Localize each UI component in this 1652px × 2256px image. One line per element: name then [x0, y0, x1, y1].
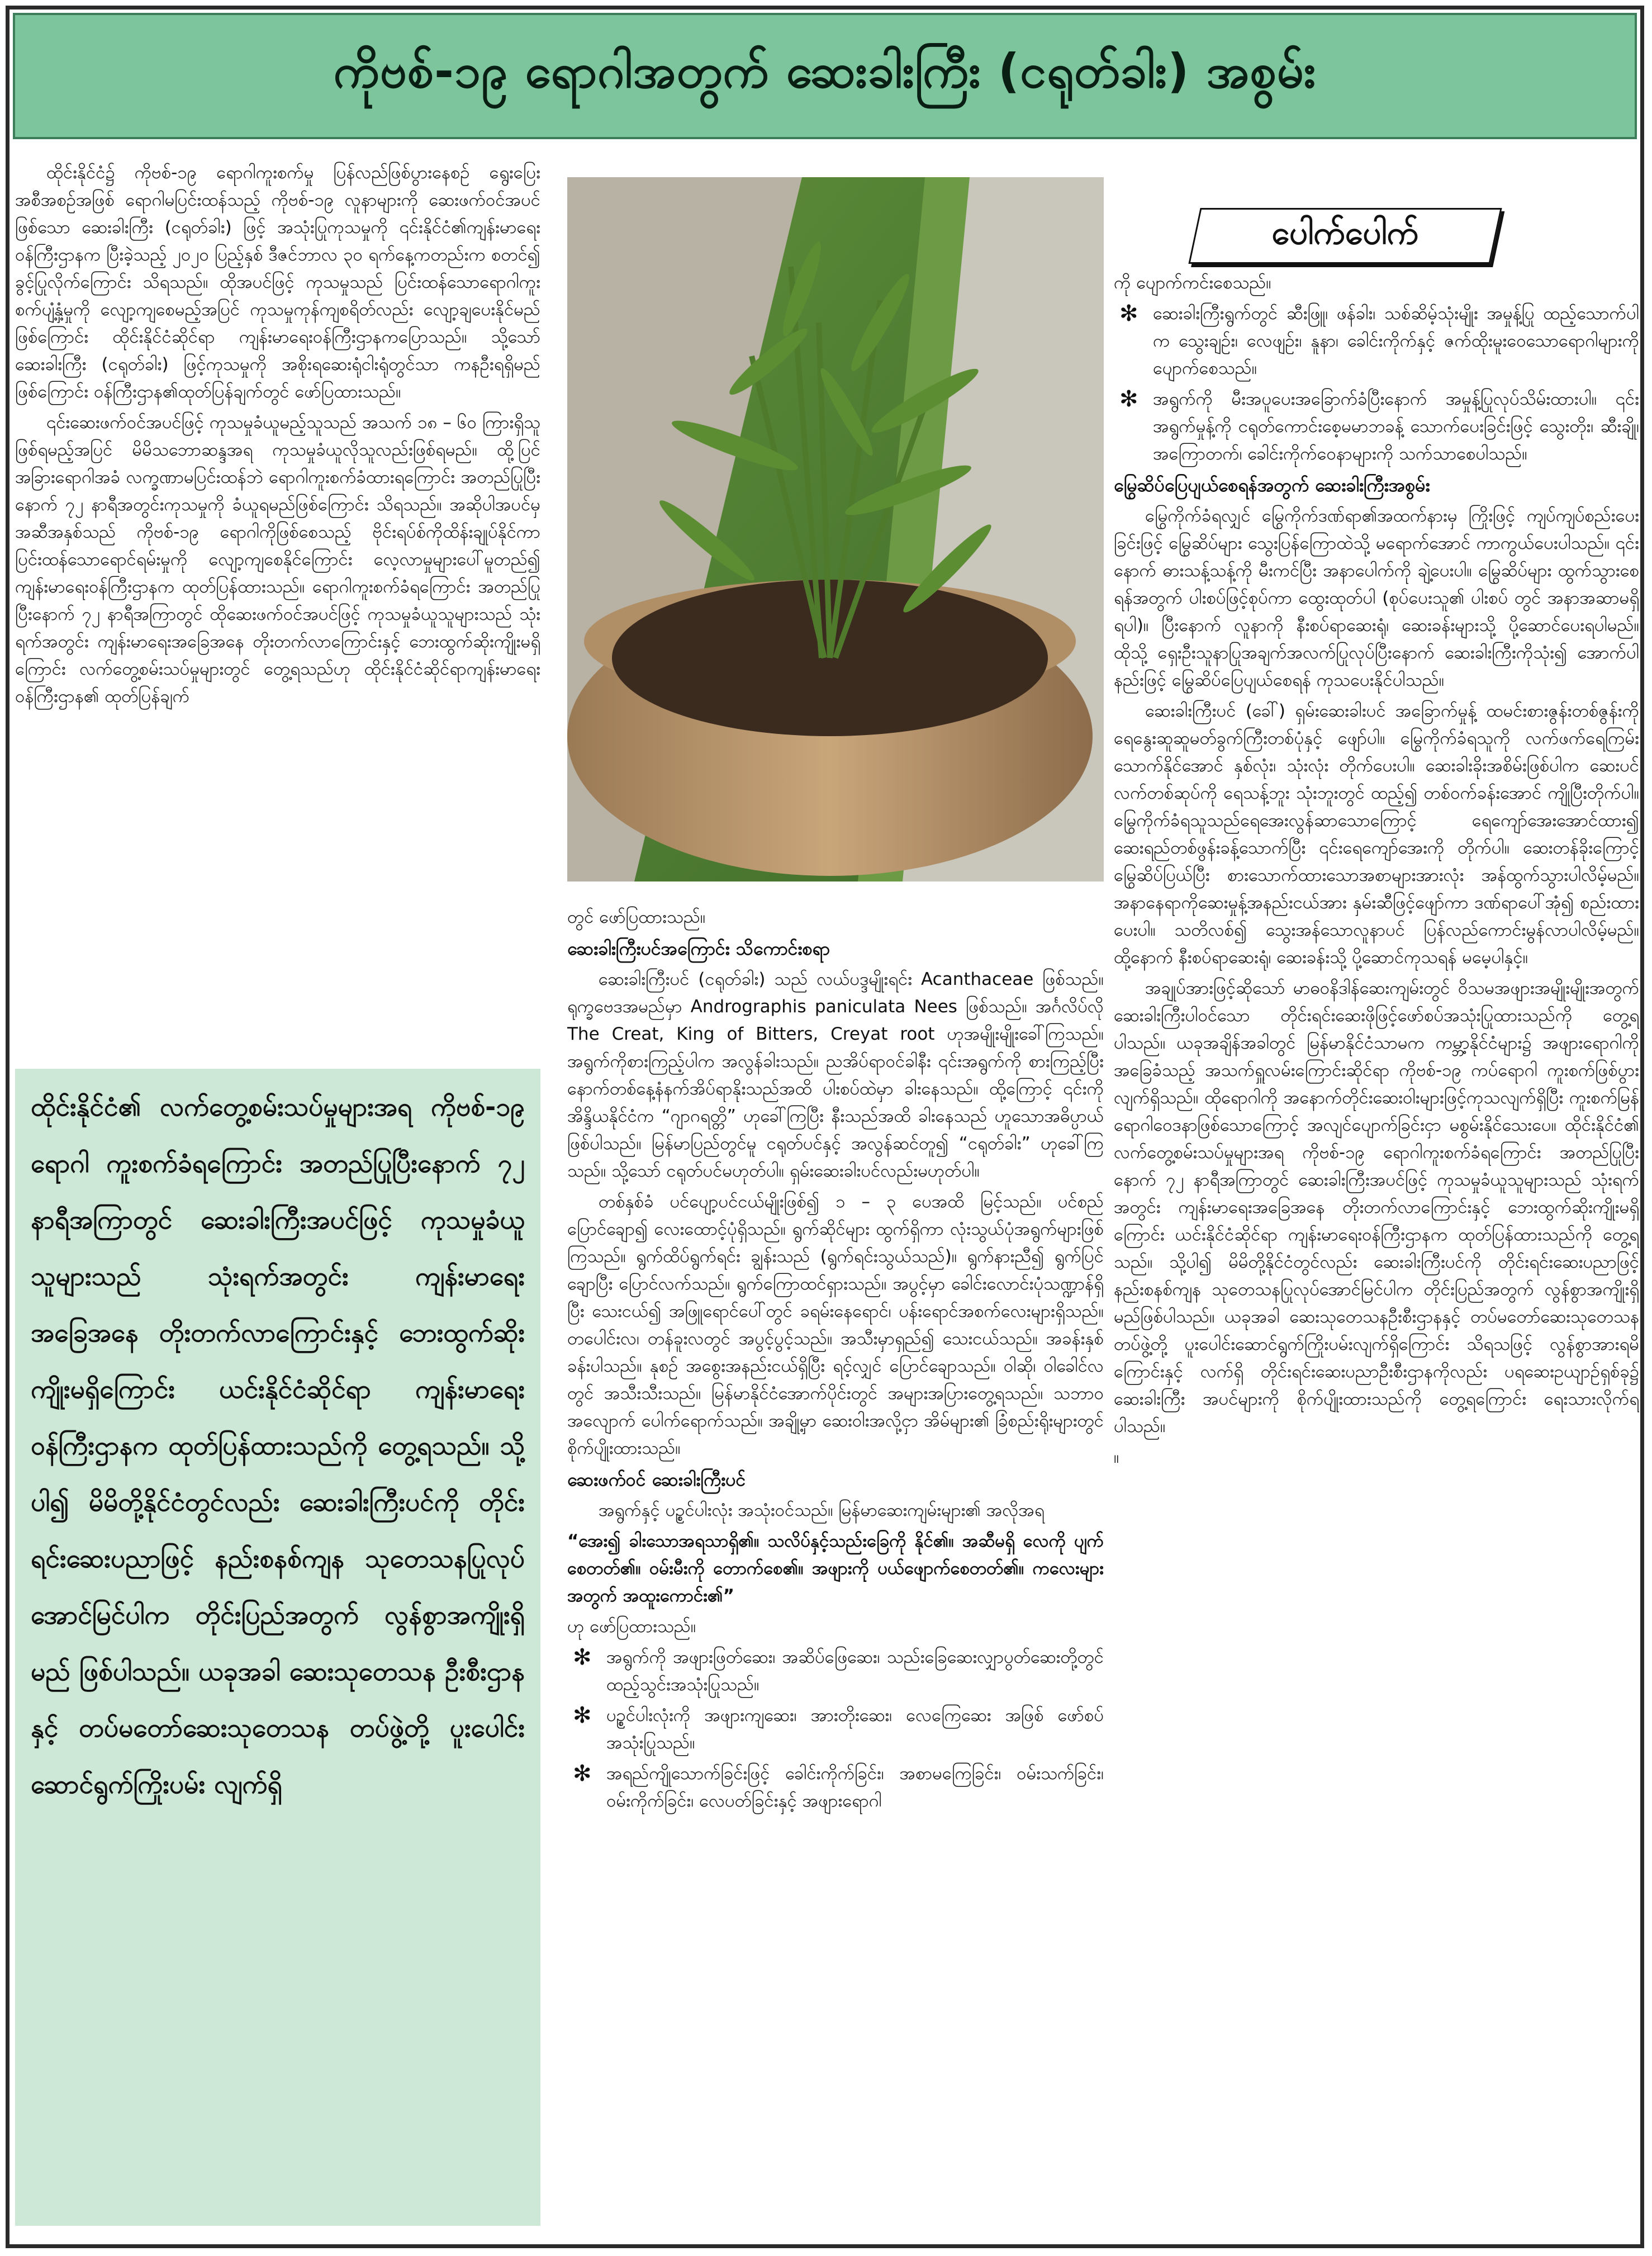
section-heading: ဆေးခါးကြီးပင်အကြောင်း သိကောင်းစရာ	[567, 938, 830, 959]
body-paragraph: အရွက်နှင့် ပဉ္စင်ပါးလုံး အသုံးဝင်သည်။ မြန်မာဆေးကျမ်းများ၏ အလိုအရ	[599, 1500, 1045, 1520]
body-paragraph: ဆေးခါးကြီးပင် (ခေါ်) ရှမ်းဆေးခါးပင် အခြောက်မှုန့် ထမင်းစားဇွန်းတစ်ဇွန်းကို ရေနွေးဆူဆူမတ်ခွက်ကြီးတစ်ပုံနှင့် ဖျော်ပါ။ မြွေကိုက်ခံရသူကို လက်ဖက်ရေကြမ်းသောက်နိုင်အောင် နှစ်လုံး၊ သုံးလုံး တိုက်ပေးပါ။ ဆေးခါးခိုးအစိမ်းဖြစ်ပါက ဆေးပင်လက်တစ်ဆုပ်ကို ရေသန့်ဘူး သုံးဘူးတွင် ထည့်၍ တစ်ဝက်ခန်းအောင် ကျိုပြီးတိုက်ပါ။ မြွေကိုက်ခံရသူသည်ရေအေးလွန်ဆာသောကြောင့် ရေကျော်အေးအောင်ထား၍ ဆေးရည်တစ်ဖွန်းခန့်သောက်ပြီး ၎င်းရေကျော်အေးကို တိုက်ပါ။ ဆေးတန်ခိုးကြောင့် မြွေဆိပ်ပြယ်ပြီး စားသောက်ထားသောအစာများအားလုံး အန်ထွက်သွားပါလိမ့်မည်။ အနာနေရာကိုဆေးမှုန့်အနည်းငယ်အား နှမ်းဆီဖြင့်ဖျော်ကာ ဒဏ်ရာပေါ်အုံ၍ စည်းထားပေးပါ။ သတိလစ်၍ သွေးအန်သောလူနာပင် ပြန်လည်ကောင်းမွန်လာပါလိမ့်မည်။ ထို့နောက် နီးစပ်ရာဆေးရုံ၊ ဆေးခန်းသို့ ပို့ဆောင်ကုသရန် မမေ့ပါနှင့်။	[1114, 701, 1639, 968]
asterisk-icon: ✻	[1119, 301, 1138, 326]
end-mark: ။	[1114, 1447, 1119, 1467]
list-item	[567, 1702, 1104, 1757]
body-paragraph: အချုပ်အားဖြင့်ဆိုသော် မာဓဝနိဒါန်ဆေးကျမ်းတွင် ဝိသမအဖျားအမျိုးမျိုးအတွက် ဆေးခါးကြီးပါဝင်သော တိုင်းရင်းဆေးဖိုဖြင့်ဖော်စပ်အသုံးပြုထားသည်ကို တွေ့ရပါသည်။ ယခုအချိန်အခါတွင် မြန်မာနိုင်ငံသာမက ကမ္ဘာ့နိုင်ငံများ၌ အဖျားရောဂါကို အခြေခံသည့် အသက်ရှူလမ်းကြောင်းဆိုင်ရာ ကိုဗစ်-၁၉ ကပ်ရောဂါ ကူးစက်ဖြစ်ပွားလျက်ရှိသည်။ ထိုရောဂါကို အနောက်တိုင်းဆေးဝါးများဖြင့်ကုသလျက်ရှိပြီး ကူးစက်မြန်ရောဂါဝေဒနာဖြစ်သောကြောင့် အလျင်ပျောက်ခြင်းငှာ မစွမ်းနိုင်သေးပေ။ ထိုင်းနိုင်ငံ၏ လက်တွေ့စမ်းသပ်မှုများအရ ကိုဗစ်-၁၉ ရောဂါကူးစက်ခံရကြောင်း အတည်ပြုပြီးနောက် ၇၂ နာရီအကြာတွင် ဆေးခါးကြီးအပင်ဖြင့် ကုသမှုခံယူသူများသည် သုံးရက်အတွင်း ကျန်းမာရေးအခြေအနေ တိုးတက်လာကြောင်းနှင့် ဘေးထွက်ဆိုးကျိုးမရှိကြောင်း ယင်းနိုင်ငံဆိုင်ရာ ကျန်းမာရေးဝန်ကြီးဌာနက ထုတ်ပြန်ထားသည်ကို တွေ့ရသည်။ သို့ပါ၍ မိမိတို့နိုင်ငံတွင်လည်း ဆေးခါးကြီးပင်ကို တိုင်းရင်းဆေးပညာဖြင့် နည်းစနစ်ကျန သုတေသနပြုလုပ်အောင်မြင်ပါက တိုင်းပြည်အတွက် လွန်စွာအကျိုးရှိမည်ဖြစ်ပါသည်။ ယခုအခါ ဆေးသုတေသနဦးစီးဌာနနှင့် တပ်မတော်ဆေးသုတေသနတပ်ဖွဲ့တို့ ပူးပေါင်းဆောင်ရွက်ကြိုးပမ်းလျက်ရှိကြောင်း သိရသဖြင့် လွန်စွာအားရမိကြောင်းနှင့် လက်ရှိ တိုင်းရင်းဆေးပညာဦးစီးဌာနကိုလည်း ပရဆေးဥယျာဉ်ရှစ်ခု၌ ဆေးခါးကြီး အပင်များကို စိုက်ပျိုးထားသည်ကို တွေ့ရကြောင်း ရေးသားလိုက်ရပါသည်။	[1114, 978, 1639, 1437]
list-item	[567, 1760, 1104, 1815]
asterisk-icon: ✻	[573, 1761, 592, 1786]
potted-plant-image	[567, 177, 1104, 881]
list-item-text: အရွက်ကို မီးအပူပေးအခြောက်ခံပြီးနောက် အမှုန့်ပြုလုပ်သိမ်းထားပါ။ ၎င်းအရွက်မှုန့်ကို ငရုတ်ကောင်းစေ့မမာဘခန့် သောက်ပေးခြင်းဖြင့် သွေးတိုး၊ ဆီးချို၊ အကြောတက်၊ ခေါင်းကိုက်ဝေနာများကို သက်သာစေပါသည်။	[1153, 389, 1639, 464]
section-heading: မြွေဆိပ်ပြေပျယ်စေရန်အတွက် ဆေးခါးကြီးအစွမ်း	[1114, 475, 1430, 496]
highlight-callout	[15, 1069, 540, 2226]
list-item	[1114, 386, 1639, 468]
author-name: ပေါက်ပေါက်	[1271, 213, 1419, 252]
quote-text: “အေး၍ ခါးသောအရသာရှိ၏။ သလိပ်နှင့်သည်းခြေကို နိုင်၏။ အဆီမရှိ လေကို ပျက်စေတတ်၏။ ဝမ်းမီးကို တောက်စေ၏။ အဖျားကို ပယ်ဖျောက်စေတတ်၏။ ကလေးများအတွက် အထူးကောင်း၏”	[567, 1531, 1104, 1606]
body-paragraph: ဆေးခါးကြီးပင် (ငရုတ်ခါး) သည် လယ်ပဒ္ဒမျိုးရင်း Acanthaceae ဖြစ်သည်။ ရုက္ခဗေဒအမည်မှာ Andrographis paniculata Nees ဖြစ်သည်။ အင်္ဂလိပ်လို The Creat, King of Bitters, Creyat root ဟုအမျိုးမျိုးခေါ်ကြသည်။ အရွက်ကိုစားကြည့်ပါက အလွန်ခါးသည်။ ညအိပ်ရာဝင်ခါနီး ၎င်းအရွက်ကို စားကြည့်ပြီး နောက်တစ်နေ့နံနက်အိပ်ရာနိုးသည်အထိ ပါးစပ်ထဲမှာ ခါးနေသည်။ ထို့ကြောင့် ၎င်းကို အိန္ဒိယနိုင်ငံက “ဂျာဂရတ္တိ” ဟုခေါ်ကြပြီး နီးသည်အထိ ခါးနေသည် ဟူသောအဓိပ္ပာယ်ဖြစ်ပါသည်။ မြန်မာပြည်တွင်မူ ငရုတ်ပင်နှင့် အလွန်ဆင်တူ၍ “ငရုတ်ခါး” ဟုခေါ်ကြသည်။ သို့သော် ငရုတ်ပင်မဟုတ်ပါ။ ရှမ်းဆေးခါးပင်လည်းမဟုတ်ပါ။	[567, 969, 1104, 1181]
list-item-text: အရည်ကျိုသောက်ခြင်းဖြင့် ခေါင်းကိုက်ခြင်း၊ အစာမကြေခြင်း၊ ဝမ်းသက်ခြင်း၊ ဝမ်းကိုက်ခြင်း၊ လေပတ်ခြင်းနှင့် အဖျားရောဂါ	[606, 1764, 1104, 1811]
body-paragraph: ကို ပျောက်ကင်းစေသည်။	[1114, 273, 1271, 293]
plant-photo	[567, 177, 1104, 881]
article-page	[6, 6, 1644, 2248]
column-2	[567, 904, 1104, 2229]
author-heading	[1194, 208, 1496, 267]
body-paragraph: မြွေကိုက်ခံရလျှင် မြွေကိုက်ဒဏ်ရာ၏အထက်နားမှ ကြိုးဖြင့် ကျပ်ကျပ်စည်းပေးခြင်းဖြင့် မြွေဆိပ်များ သွေးပြန်ကြောထဲသို့ မရောက်အောင် ကာကွယ်ပေးပါသည်။ ၎င်းနောက် ဓားသန့်သန့်ကို မီးကင်ပြီး အနာပေါက်ကို ချဲ့ပေးပါ။ မြွေဆိပ်များ ထွက်သွားစေရန်အတွက် ပါးစပ်ဖြင့်စုပ်ကာ ထွေးထုတ်ပါ (စုပ်ပေးသူ၏ ပါးစပ် တွင် အနာအဆာမရှိရပါ)။ ပြီးနောက် လူနာကို နီးစပ်ရာဆေးရုံ၊ ဆေးခန်းများသို့ ပို့ဆောင်ပေးရပါမည်။ ထိုသို့ ရှေးဦးသူနာပြုအချက်အလက်ပြုလုပ်ပြီးနောက် ဆေးခါးကြီးကိုသုံး၍ အောက်ပါနည်းဖြင့် မြွေဆိပ်ပြေပျယ်စေရန် ကုသပေးနိုင်ပါသည်။	[1114, 506, 1639, 690]
column-3	[1114, 269, 1639, 2229]
section-heading: ဆေးဖက်ဝင် ဆေးခါးကြီးပင်	[567, 1469, 746, 1490]
list-item	[1114, 300, 1639, 382]
title-banner	[13, 13, 1637, 139]
body-paragraph: ၎င်းဆေးဖက်ဝင်အပင်ဖြင့် ကုသမှုခံယူမည့်သူသည် အသက် ၁၈ – ၆၀ ကြားရှိသူဖြစ်ရမည့်အပြင် မိမိသဘောဆန္ဒအရ ကုသမှုခံယူလိုသူလည်းဖြစ်ရမည်။ ထို့ပြင် အခြားရောဂါအခံ လက္ခဏာမပြင်းထန်ဘဲ ရောဂါကူးစက်ခံထားရကြောင်း အတည်ပြုပြီးနောက် ၇၂ နာရီအတွင်းကုသမှုကို ခံယူရမည်ဖြစ်ကြောင်း သိရသည်။ အဆိုပါအပင်မှ အဆီအနှစ်သည် ကိုဗစ်-၁၉ ရောဂါကိုဖြစ်စေသည့် ဗိုင်းရပ်စ်ကိုထိန်းချုပ်နိုင်ကာ ပြင်းထန်သောရောင်ရမ်းမှုကို လျော့ကျစေနိုင်ကြောင်း လေ့လာမှုများပေါ်မူတည်၍ ကျန်းမာရေးဝန်ကြီးဌာနက ထုတ်ပြန်ထားသည်။ ရောဂါကူးစက်ခံရကြောင်း အတည်ပြုပြီးနောက် ၇၂ နာရီအကြာတွင် ထိုဆေးဖက်ဝင်အပင်ဖြင့် ကုသမှုခံယူသူများသည် သုံးရက်အတွင်း ကျန်းမာရေးအခြေအနေ တိုးတက်လာကြောင်းနှင့် ဘေးထွက်ဆိုးကျိုးမရှိကြောင်း လက်တွေ့စမ်းသပ်မှုများတွင် တွေ့ရသည်ဟု ထိုင်းနိုင်ငံဆိုင်ရာကျန်းမာရေးဝန်ကြီးဌာန၏ ထုတ်ပြန်ချက်	[15, 413, 540, 707]
body-paragraph: ဟု ဖော်ပြထားသည်။	[567, 1617, 696, 1637]
list-item-text: ပဉ္စင်ပါးလုံးကို အဖျားကျဆေး၊ အားတိုးဆေး၊ လေကြေဆေး အဖြစ် ဖော်စပ်အသုံးပြုသည်။	[606, 1705, 1104, 1753]
body-paragraph: တွင် ဖော်ပြထားသည်။	[567, 907, 706, 927]
asterisk-icon: ✻	[1119, 386, 1138, 412]
body-paragraph: ထိုင်းနိုင်ငံ၌ ကိုဗစ်-၁၉ ရောဂါကူးစက်မှု ပြန်လည်ဖြစ်ပွားနေစဉ် ရွေးပြေးအစီအစဉ်အဖြစ် ရောဂါမပြင်းထန်သည့် ကိုဗစ်-၁၉ လူနာများကို ဆေးဖက်ဝင်အပင်ဖြစ်သော ဆေးခါးကြီး (ငရုတ်ခါး) ဖြင့် အသုံးပြုကုသမှုကို ၎င်းနိုင်ငံ၏ကျန်းမာရေးဝန်ကြီးဌာနက ပြီးခဲ့သည့် ၂၀၂၀ ပြည့်နှစ် ဒီဇင်ဘာလ ၃၀ ရက်နေ့ကတည်းက စတင်၍ ခွင့်ပြုလိုက်ကြောင်း သိရသည်။ ထိုအပင်ဖြင့် ကုသမှုသည် ပြင်းထန်သောရောဂါကူးစက်ပျံ့နှံ့မှုကို လျော့ကျစေမည့်အပြင် ကုသမှုကုန်ကျစရိတ်လည်း လျော့ချပေးနိုင်မည်ဖြစ်ကြောင်း ထိုင်းနိုင်ငံဆိုင်ရာ ကျန်းမာရေးဝန်ကြီးဌာနကပြောသည်။ သို့သော် ဆေးခါးကြီး (ငရုတ်ခါး) ဖြင့်ကုသမှုကို အစိုးရဆေးရုံငါးရုံတွင်သာ ကနဦးရရှိမည်ဖြစ်ကြောင်း ဝန်ကြီးဌာန၏ထုတ်ပြန်ချက်တွင် ဖော်ပြထားသည်။	[15, 163, 540, 402]
list-item-text: ဆေးခါးကြီးရွက်တွင် ဆီးဖြူ၊ ဖန်ခါး၊ သစ်ဆိမ့်သုံးမျိုး အမှုန့်ပြု ထည့်သောက်ပါက သွေးချဉ်း၊ လေဖျဉ်း၊ နူနာ၊ ခေါင်းကိုက်နှင့် ဇက်ထိုးမူးဝေသောရောဂါများကို ပျောက်စေသည်။	[1153, 304, 1639, 378]
asterisk-icon: ✻	[573, 1644, 592, 1670]
callout-text: ထိုင်းနိုင်ငံ၏ လက်တွေ့စမ်းသပ်မှုများအရ ကိုဗစ်-၁၉ ရောဂါ ကူးစက်ခံရကြောင်း အတည်ပြုပြီးနောက် ၇၂ နာရီအကြာတွင် ဆေးခါးကြီးအပင်ဖြင့် ကုသမှုခံယူသူများသည် သုံးရက်အတွင်း ကျန်းမာရေး အခြေအနေ တိုးတက်လာကြောင်းနှင့် ဘေးထွက်ဆိုးကျိုးမရှိကြောင်း ယင်းနိုင်ငံဆိုင်ရာ ကျန်းမာရေးဝန်ကြီးဌာနက ထုတ်ပြန်ထားသည်ကို တွေ့ရသည်။ သို့ပါ၍ မိမိတို့နိုင်ငံတွင်လည်း ဆေးခါးကြီးပင်ကို တိုင်းရင်းဆေးပညာဖြင့် နည်းစနစ်ကျန သုတေသနပြုလုပ်အောင်မြင်ပါက တိုင်းပြည်အတွက် လွန်စွာအကျိုးရှိမည် ဖြစ်ပါသည်။ ယခုအခါ ဆေးသုတေသန ဦးစီးဌာနနှင့် တပ်မတော်ဆေးသုတေသန တပ်ဖွဲ့တို့ ပူးပေါင်းဆောင်ရွက်ကြိုးပမ်း လျက်ရှိ	[31, 1092, 525, 1799]
asterisk-icon: ✻	[573, 1703, 592, 1728]
list-item	[567, 1644, 1104, 1699]
article-title: ကိုဗစ်-၁၉ ရောဂါအတွက် ဆေးခါးကြီး (ငရုတ်ခါး) အစွမ်း	[333, 44, 1317, 98]
list-item-text: အရွက်ကို အဖျားဖြတ်ဆေး၊ အဆိပ်ဖြေဆေး၊ သည်းခြေဆေးလျှာပွတ်ဆေးတို့တွင် ထည့်သွင်းအသုံးပြုသည်။	[606, 1647, 1104, 1695]
body-paragraph: တစ်နှစ်ခံ ပင်ပျော့ပင်ငယ်မျိုးဖြစ်၍ ၁ – ၃ ပေအထိ မြင့်သည်။ ပင်စည်ပြောင်ချော၍ လေးထောင့်ပုံရှိသည်။ ရွက်ဆိုင်များ ထွက်ရှိကာ လုံးသွယ်ပုံအရွက်များဖြစ်ကြသည်။ ရွက်ထိပ်ရွက်ရင်း ချွန်းသည် (ရွက်ရင်းသွယ်သည်)။ ရွက်နားညီ၍ ရွက်ပြင်ချောပြီး ပြောင်လက်သည်။ ရွက်ကြောထင်ရှားသည်။ အပွင့်မှာ ခေါင်းလောင်းပုံသဏ္ဍာန်ရှိပြီး သေးငယ်၍ အဖြူရောင်ပေါ်တွင် ခရမ်းနေရောင်၊ ပန်းရောင်အစက်လေးများရှိသည်။ တပေါင်းလ၊ တန်ခူးလတွင် အပွင့်ပွင့်သည်။ အသီးမှာရှည်၍ သေးငယ်သည်။ အခန်းနှစ်ခန်းပါသည်။ နုစဉ် အစွေးအနည်းငယ်ရှိပြီး ရင့်လျှင် ပြောင်ချောသည်။ ဝါဆို၊ ဝါခေါင်လတွင် အသီးသီးသည်။ မြန်မာနိုင်ငံအောက်ပိုင်းတွင် အများအပြားတွေ့ရသည်။ သဘာဝ အလျောက် ပေါက်ရောက်သည်။ အချို့မှာ ဆေးဝါးအလို့ငှာ အိမ်များ၏ ခြံစည်းရိုးများတွင် စိုက်ပျိုးထားသည်။	[567, 1192, 1104, 1458]
column-1	[15, 159, 540, 1062]
